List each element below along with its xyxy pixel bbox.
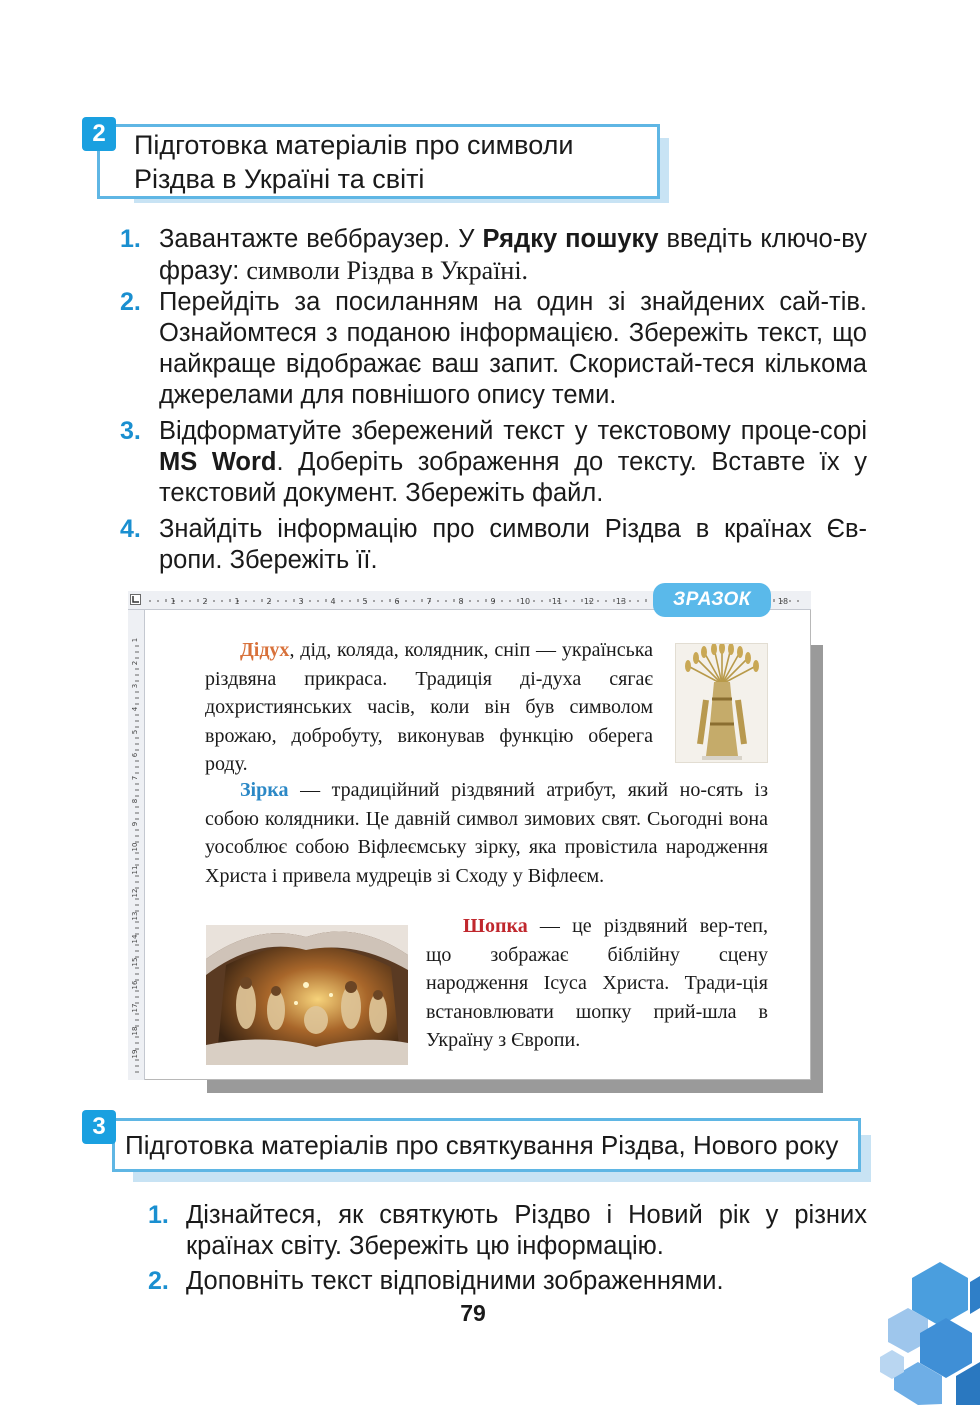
task-2-3-text: Відформатуйте збережений текст у текстовому проце-сорі MS Word. Доберіть зображення до тексту. Вставте їх у текстовий документ. Збережіть файл. — [159, 417, 867, 507]
nativity-scene-image — [206, 925, 408, 1065]
section-3-title: Підготовка матеріалів про святкування Різдва, Нового року — [125, 1130, 839, 1160]
task-3-1-number: 1. — [148, 1201, 169, 1229]
page-number: 79 — [460, 1300, 486, 1326]
ruler-label: 1 — [234, 597, 240, 606]
ruler-label: 6 — [131, 752, 139, 758]
tab-selector-icon[interactable] — [130, 594, 141, 605]
ruler-label: 15 — [131, 957, 139, 967]
task-3-1-text: Дізнайтеся, як святкують Різдво і Новий рік у різних країнах світу. Збережіть цю інформацію. — [186, 1201, 867, 1260]
ruler-label: 10 — [131, 842, 139, 852]
ruler-label: 9 — [131, 821, 139, 827]
ruler-label: 4 — [330, 597, 336, 606]
ruler-label: 19 — [131, 1049, 139, 1059]
task-2-1-number: 1. — [120, 225, 141, 253]
ruler-label: 2 — [202, 597, 208, 606]
ruler-label: 1 — [131, 637, 139, 643]
search-phrase: символи Різдва в Україні. — [246, 256, 529, 285]
ruler-label: 2 — [266, 597, 272, 606]
task-2-4-number: 4. — [120, 515, 141, 543]
task-2-2-text: Перейдіть за посиланням на один зі знайдених сай-тів. Ознайомтеся з поданою інформацією. Збережіть текст, що найкраще відображає ваш запит. Скористай-теся кількома джерелами для повнішого опису теми. — [159, 288, 867, 409]
ms-word-term: MS Word — [159, 448, 277, 476]
didukh-image — [675, 643, 768, 763]
ruler-label: 18 — [131, 1026, 139, 1036]
ruler-label: 17 — [131, 1003, 139, 1013]
term-shopka: Шопка — [463, 915, 528, 937]
ruler-label: 12 — [583, 597, 595, 606]
task-2-1-text: Завантажте веббраузер. У Рядку пошуку введіть ключо-ву фразу: символи Різдва в Україні. — [159, 225, 867, 285]
section-2-number: 2 — [82, 117, 116, 151]
ruler-label: 4 — [131, 706, 139, 712]
sample-badge: ЗРАЗОК — [653, 583, 771, 617]
ruler-label: 14 — [131, 934, 139, 944]
ruler-label: 2 — [131, 660, 139, 666]
ruler-label: 13 — [615, 597, 627, 606]
paragraph-shopka: Шопка — це різдвяний вер-теп, що зображає біблійну сцену народження Ісуса Христа. Тради-ція встановлювати шопку прий-шла в Україну з Європи. — [426, 915, 768, 1052]
paragraph-didukh: Дідух, дід, коляда, колядник, сніп — українська різдвяна прикраса. Традиція ді-духа сягає дохристиянських часів, коли він був символом врожаю, добробуту, виконував функцію оберега роду. — [205, 639, 653, 776]
task-2-3-number: 3. — [120, 417, 141, 445]
section-2-title-line1: Підготовка матеріалів про символи — [134, 130, 574, 160]
paragraph-zirka: Зірка — традиційний різдвяний атрибут, який но-сять із собою колядники. Це давній символ зимових свят. Сьогодні вона уособлює собою Віфлеємську зірку, яка провістила народження Христа і привела мудреців зі Сходу у Віфлеєм. — [205, 779, 768, 887]
ruler-label: 5 — [131, 729, 139, 735]
vertical-ruler — [128, 610, 145, 1080]
term-zirka: Зірка — [240, 779, 289, 801]
vertical-ruler-ticks — [128, 610, 145, 1080]
ruler-label: 3 — [131, 683, 139, 689]
section-2-title-line2: Різдва в Україні та світі — [134, 164, 425, 194]
section-3-number: 3 — [82, 1110, 116, 1144]
ruler-label: 16 — [131, 980, 139, 990]
task-2-2-number: 2. — [120, 288, 141, 316]
ruler-label: 9 — [490, 597, 496, 606]
ruler-label: 1 — [170, 597, 176, 606]
term-didukh: Дідух — [240, 639, 290, 661]
ruler-label: 6 — [394, 597, 400, 606]
task-2-4-text: Знайдіть інформацію про символи Різдва в країнах Єв-ропи. Збережіть її. — [159, 515, 867, 574]
search-bar-term: Рядку пошуку — [482, 225, 659, 253]
ruler-label: 13 — [131, 911, 139, 921]
ruler-label: 3 — [298, 597, 304, 606]
hexagon-decoration — [870, 1262, 980, 1405]
ruler-label: 8 — [458, 597, 464, 606]
ruler-label: 7 — [426, 597, 432, 606]
task-3-2-text: Доповніть текст відповідними зображеннями. — [186, 1267, 724, 1295]
ruler-label: 7 — [131, 775, 139, 781]
ruler-label: 8 — [131, 798, 139, 804]
ruler-label: 5 — [362, 597, 368, 606]
ruler-label: 18 — [777, 597, 789, 606]
ruler-label: 12 — [131, 888, 139, 898]
ruler-label: 11 — [551, 597, 563, 606]
ruler-label: 10 — [519, 597, 531, 606]
ruler-label: 11 — [131, 865, 139, 875]
task-3-2-number: 2. — [148, 1267, 169, 1295]
